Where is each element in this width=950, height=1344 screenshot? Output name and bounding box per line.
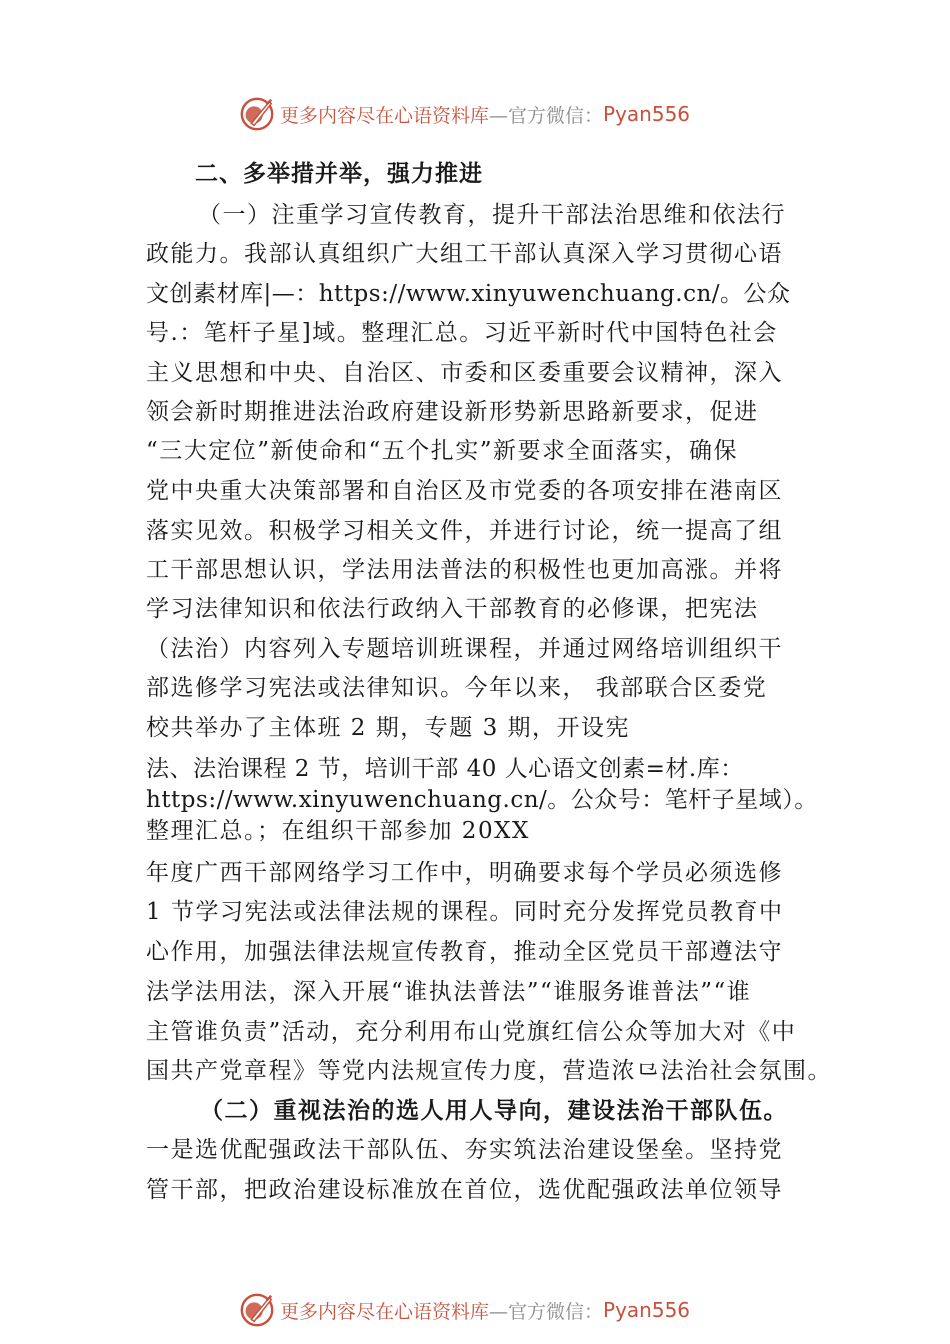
- body-line: 一是选优配强政法干部队伍、夯实筑法治建设堡垒。坚持党: [146, 1137, 783, 1163]
- watermark-promo-text: 更多内容尽在心语资料库: [280, 104, 490, 127]
- body-line: “三大定位”新使命和“五个扎实”新要求全面落实，确保: [146, 438, 739, 464]
- body-line: 心作用，加强法律法规宣传教育，推动全区党员干部遵法守: [146, 939, 783, 965]
- watermark-official-text: —官方微信：: [489, 104, 604, 127]
- body-line: 主义思想和中央、自治区、市委和区委重要会议精神，深入: [146, 360, 783, 386]
- body-line: 法学法用法，深入开展“谁执法普法”“谁服务谁普法”“谁: [146, 979, 752, 1005]
- brand-logo-icon: [238, 1291, 276, 1329]
- body-line: 国共产党章程》等党内法规宣传力度，营造浓⺋法治社会氛围。: [146, 1058, 832, 1084]
- body-line: https://www.xinyuwenchuang.cn/。公众号：笔杆子星域）。: [146, 787, 818, 813]
- watermark-account-id: Pyan556: [603, 1298, 691, 1322]
- section-heading: 二、多举措并举，强力推进: [195, 161, 483, 187]
- body-line: 年度广西干部网络学习工作中，明确要求每个学员必须选修: [146, 860, 783, 886]
- body-line: 落实见效。积极学习相关文件，并进行讨论，统一提高了组: [146, 518, 783, 544]
- watermark-official-text: —官方微信：: [489, 1300, 604, 1323]
- body-line: 1 节学习宪法或法律法规的课程。同时充分发挥党员教育中: [146, 899, 784, 925]
- watermark-account-id: Pyan556: [603, 102, 691, 126]
- subsection-heading: （二）重视法治的选人用人导向，建设法治干部队伍。: [200, 1097, 788, 1124]
- body-line: 学习法律知识和依法行政纳入干部教育的必修课，把宪法: [146, 596, 759, 622]
- body-line: 文创素材库|—：https://www.xinyuwenchuang.cn/。公众: [146, 281, 791, 307]
- brand-logo-icon: [238, 95, 276, 133]
- body-line: （法治）内容列入专题培训班课程，并通过网络培训组织干: [146, 636, 783, 662]
- body-line: 部选修学习宪法或法律知识。今年以来， 我部联合区委党: [146, 675, 768, 701]
- body-line: 整理汇总。；在组织干部参加 20XX: [146, 818, 530, 844]
- body-line: （一）注重学习宣传教育，提升干部法治思维和依法行: [198, 202, 786, 228]
- watermark-banner-top: [238, 94, 690, 134]
- watermark-promo-text: 更多内容尽在心语资料库: [280, 1300, 490, 1323]
- watermark-banner-bottom: [238, 1290, 690, 1330]
- body-line: 法、法治课程 2 节，培训干部 40 人心语文创素=材.库：: [146, 756, 744, 782]
- body-line: 号.：笔杆子星]域。整理汇总。习近平新时代中国特色社会: [146, 320, 778, 346]
- body-line: 校共举办了主体班 2 期，专题 3 期，开设宪: [146, 715, 631, 741]
- body-line: 领会新时期推进法治政府建设新形势新思路新要求，促进: [146, 399, 759, 425]
- body-line: 工干部思想认识，学法用法普法的积极性也更加高涨。并将: [146, 557, 783, 583]
- body-line: 政能力。我部认真组织广大组工干部认真深入学习贯彻心语: [146, 241, 783, 267]
- body-line: 党中央重大决策部署和自治区及市党委的各项安排在港南区: [146, 478, 783, 504]
- body-line: 主管谁负责”活动，充分利用布山党旗红信公众等加大对《中: [146, 1019, 797, 1045]
- body-line: 管干部，把政治建设标准放在首位，选优配强政法单位领导: [146, 1177, 783, 1203]
